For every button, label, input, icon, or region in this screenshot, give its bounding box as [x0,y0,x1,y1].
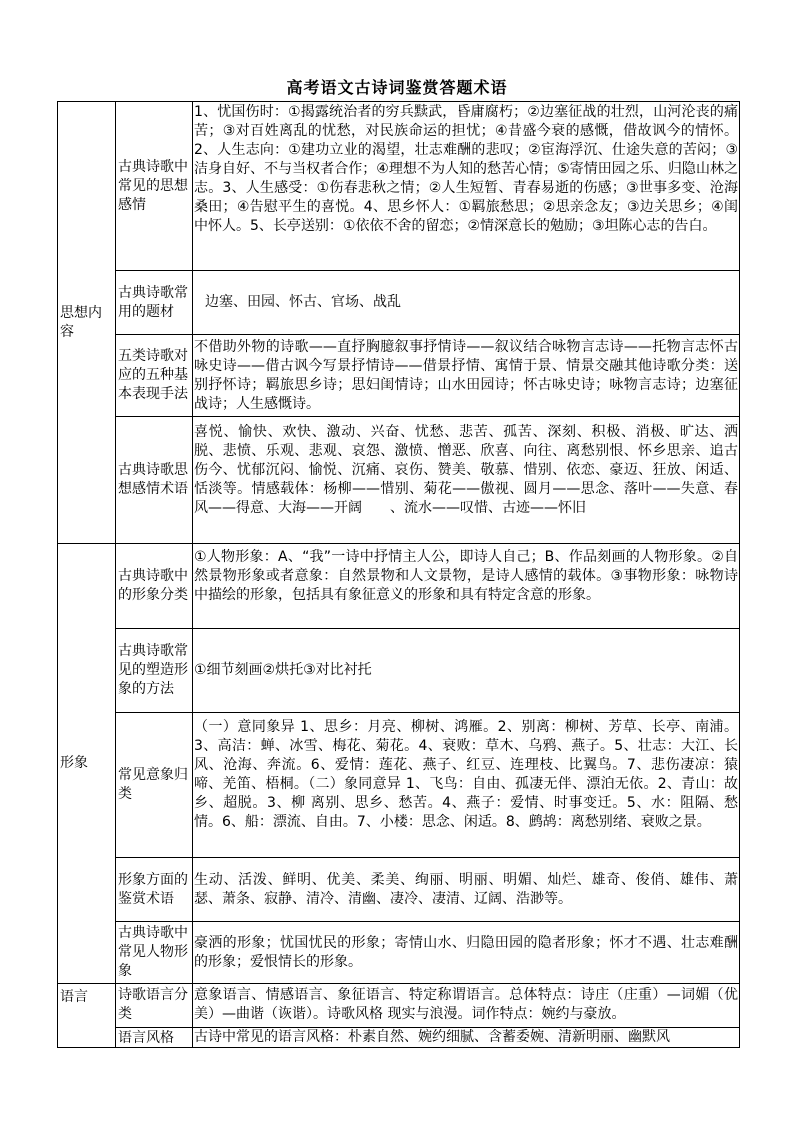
table-row [58,335,740,417]
row-label: 常见意象归类 [116,713,193,858]
table-row [58,984,740,1028]
table-row [58,544,740,629]
document-title: 高考语文古诗词鉴赏答题术语 [286,78,508,97]
row-label: 古典诗歌中常见人物形象 [116,922,193,984]
row-content: 意象语言、情感语言、象征语言、特定称谓语言。总体特点：诗庄（庄重）—词媚（优美）—曲谐（诙谐）。诗歌风格 现实与浪漫。词作特点：婉约与豪放。 [193,984,740,1028]
row-content [193,102,740,271]
row-content-text: 喜悦、愉快、欢快、激动、兴奋、忧愁、悲苦、孤苦、深刻、积极、消极、旷达、洒脱、悲愤、乐观、悲观、哀怨、激愤、憎恶、欣喜、向往、离愁别恨、怀乡思亲、追古伤今、忧郁沉闷、愉悦、沉痛、哀伤、赞美、敬慕、惜别、依恋、豪迈、狂放、闲适、恬淡等。情感载体：杨柳——惜别、菊花——傲视、圆月——思念、落叶——失意、春风——得意、大海——开阔 、流水——叹惜、古迹——怀旧 [194,424,738,516]
row-content-text: （一）意同象异 1、思乡：月亮、柳树、鸿雁。2、别离：柳树、芳草、长亭、南浦。3、高洁：蝉、冰雪、梅花、菊花。4、衰败：草木、乌鸦、燕子。5、壮志：大江、长风、沧海、奔流。6、爱情：莲花、燕子、红豆、连理枝、比翼鸟。7、悲伤凄凉：猿啼、羌笛、梧桐。（二）象同意异 1、飞鸟：自由、孤凄无伴、漂泊无依。2、青山：故乡、超脱。3、柳 离别、思乡、愁苦。4、燕子：爱情、时事变迁。5、水：阻隔、愁情。6、船：漂流、自由。7、小楼：思念、闲适。8、鹧鸪：离愁别绪、衰败之景。 [194,719,738,830]
row-content [193,335,740,417]
row-label: 古典诗歌思想感情术语 [116,417,193,544]
row-content: 豪洒的形象；忧国忧民的形象；寄情山水、归隐田园的隐者形象；怀才不遇、壮志难酬的形象；爱恨情长的形象。 [193,922,740,984]
row-content-text: ①人物形象：A、“我”一诗中抒情主人公，即诗人自己；B、作品刻画的人物形象。②自然景物形象或者意象：自然景物和人文景物，是诗人感情的载体。③事物形象：咏物诗中描绘的形象，包括具有象征意义的形象和具有特定含意的形象。 [194,549,738,603]
row-label: 古典诗歌常见的塑造形象的方法 [116,629,193,713]
section-label-language-text: 语言 [60,989,88,1005]
row-label-text: 语言风格 [118,1030,174,1046]
row-content: 边塞、田园、怀古、官场、战乱 [193,271,740,335]
table-row [58,629,740,713]
row-content-text: 不借助外物的诗歌——直抒胸臆叙事抒情诗——叙议结合咏物言志诗——托物言志怀古咏史诗——借古讽今写景抒情诗——借景抒情、寓情于景、情景交融其他诗歌分类：送别抒怀诗；羁旅思乡诗；思妇闺情诗；山水田园诗；怀古咏史诗；咏物言志诗；边塞征战诗；人生感慨诗。 [194,338,738,412]
row-content: 生动、活泼、鲜明、优美、柔美、绚丽、明丽、明媚、灿烂、雄奇、俊俏、雄伟、萧瑟、萧条、寂静、清冷、清幽、凄冷、凄清、辽阔、浩渺等。 [193,858,740,922]
table-row [58,858,740,922]
row-content [193,417,740,544]
row-content [193,1027,740,1047]
row-content-text: 古诗中常见的语言风格：朴素自然、婉约细腻、含蓄委婉、清新明丽、幽默风 [194,1029,670,1046]
terms-table [57,101,740,1048]
row-label: 诗歌语言分类 [116,984,193,1028]
row-content: ①细节刻画②烘托③对比衬托 [193,629,740,713]
table-row [58,102,740,271]
row-label [116,1027,193,1047]
table-row [58,922,740,984]
row-label: 古典诗歌中常见的思想感情 [116,102,193,271]
section-label-thought: 思想内容 [58,102,116,544]
row-label: 形象方面的鉴赏术语 [116,858,193,922]
row-label: 古典诗歌中的形象分类 [116,544,193,629]
row-label: 古典诗歌常用的题材 [116,271,193,335]
row-content [193,713,740,858]
section-label-language [58,984,116,1048]
row-label: 五类诗歌对应的五种基本表现手法 [116,335,193,417]
table-row [58,417,740,544]
table-row [58,271,740,335]
row-content-text: 1、忧国伤时：①揭露统治者的穷兵黩武，昏庸腐朽；②边塞征战的壮烈，山河沦丧的痛苦；③对百姓离乱的忧愁，对民族命运的担忧；④昔盛今衰的感慨，借故讽今的情怀。2、人生志向：①建功立业的渴望，壮志难酬的悲叹；②宦海浮沉、仕途失意的苦闷；③洁身自好、不与当权者合作；④理想不为人知的愁苦心情；⑤寄情田园之乐、归隐山林之志。3、人生感受：①伤春悲秋之情；②人生短暂、青春易逝的伤感；③世事多变、沧海桑田；④告慰平生的喜悦。4、思乡怀人：①羁旅愁思；②思亲念友；③边关思乡；④闺中怀人。5、长亭送别：①依依不舍的留恋；②情深意长的勉励；③坦陈心志的告白。 [194,103,738,234]
row-content [193,544,740,629]
table-row [58,713,740,858]
section-label-image: 形象 [58,544,116,984]
table-row [58,1027,740,1047]
